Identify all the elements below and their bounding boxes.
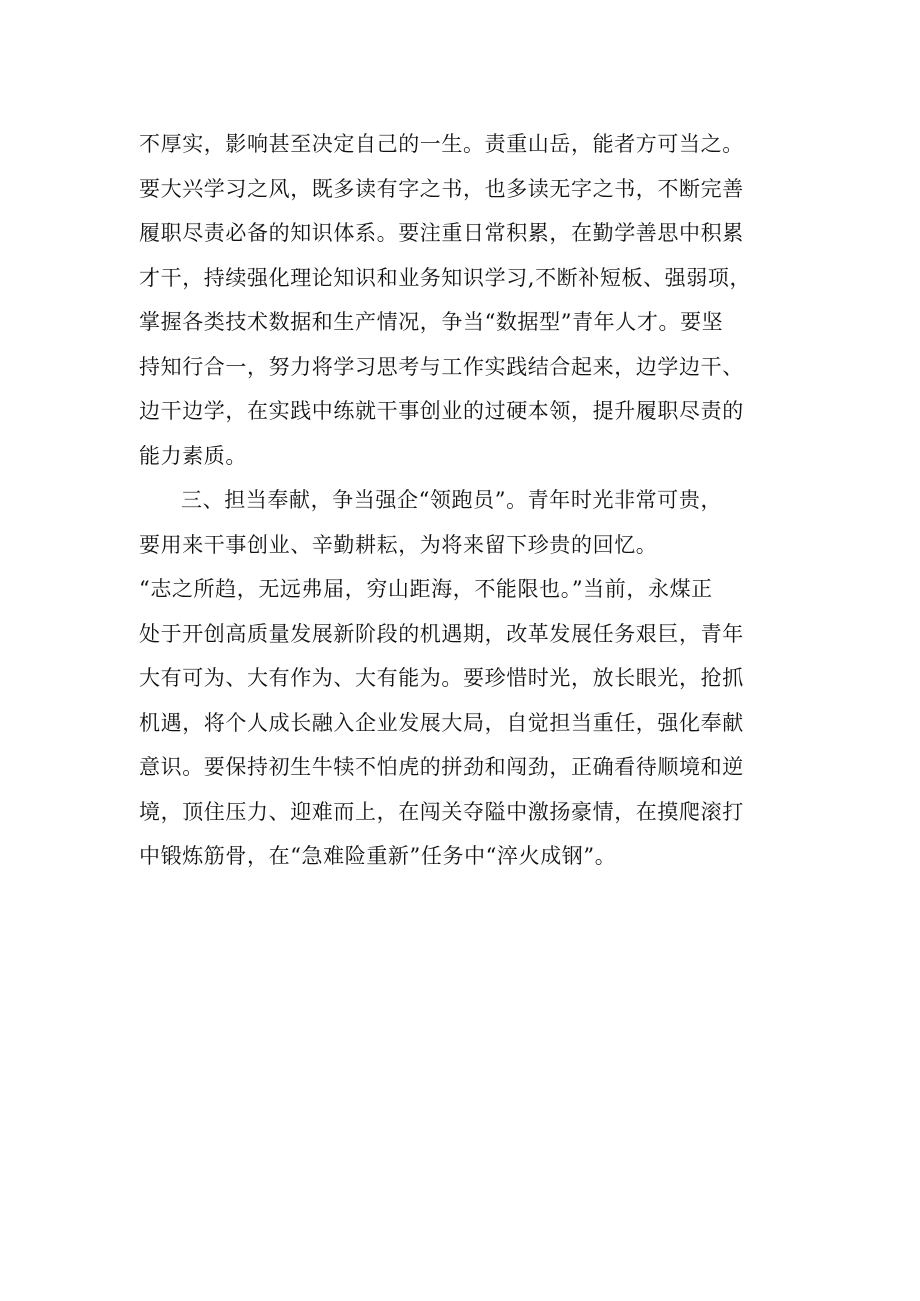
text-line: 处于开创高质量发展新阶段的机遇期，改革发展任务艰巨，青年 bbox=[139, 621, 744, 646]
text-line: 能力素质。 bbox=[139, 443, 247, 468]
text-line: 机遇，将个人成长融入企业发展大局，自觉担当重任，强化奉献 bbox=[139, 710, 744, 735]
text-line: 持知行合一，努力将学习思考与工作实践结合起来，边学边干、 bbox=[139, 354, 744, 379]
text-line: “志之所趋，无远弗届，穷山距海，不能限也。”当前，永煤正 bbox=[139, 577, 713, 601]
paragraph-section-three bbox=[139, 478, 790, 879]
text-line: 要用来干事创业、辛勤耕耘，为将来留下珍贵的回忆。 bbox=[139, 532, 658, 557]
document-body bbox=[139, 122, 790, 879]
paragraph-continuation bbox=[139, 122, 790, 478]
text-line: 不厚实，影响甚至决定自己的一生。责重山岳，能者方可当之。 bbox=[139, 132, 744, 156]
text-line: 意识。要保持初生牛犊不怕虎的拼劲和闯劲，正确看待顺境和逆 bbox=[139, 755, 744, 779]
text-line: 掌握各类技术数据和生产情况，争当“数据型”青年人才。要坚 bbox=[139, 310, 724, 334]
section-heading-line: 三、担当奉献，争当强企“领跑员”。青年时光非常可贵， bbox=[181, 488, 723, 512]
text-line: 要大兴学习之风，既多读有字之书，也多读无字之书，不断完善 bbox=[139, 176, 744, 201]
text-line: 才干，持续强化理论知识和业务知识学习,不断补短板、强弱项， bbox=[139, 265, 752, 290]
text-line: 履职尽责必备的知识体系。要注重日常积累，在勤学善思中积累 bbox=[139, 221, 744, 245]
text-line: 大有可为、大有作为、大有能为。要珍惜时光，放长眼光，抢抓 bbox=[139, 666, 744, 690]
text-line: 中锻炼筋骨，在“急难险重新”任务中“淬火成钢”。 bbox=[139, 844, 617, 868]
text-line: 边干边学，在实践中练就干事创业的过硬本领，提升履职尽责的 bbox=[139, 399, 744, 423]
text-line: 境，顶住压力、迎难而上，在闯关夺隘中激扬豪情，在摸爬滚打 bbox=[139, 799, 744, 824]
